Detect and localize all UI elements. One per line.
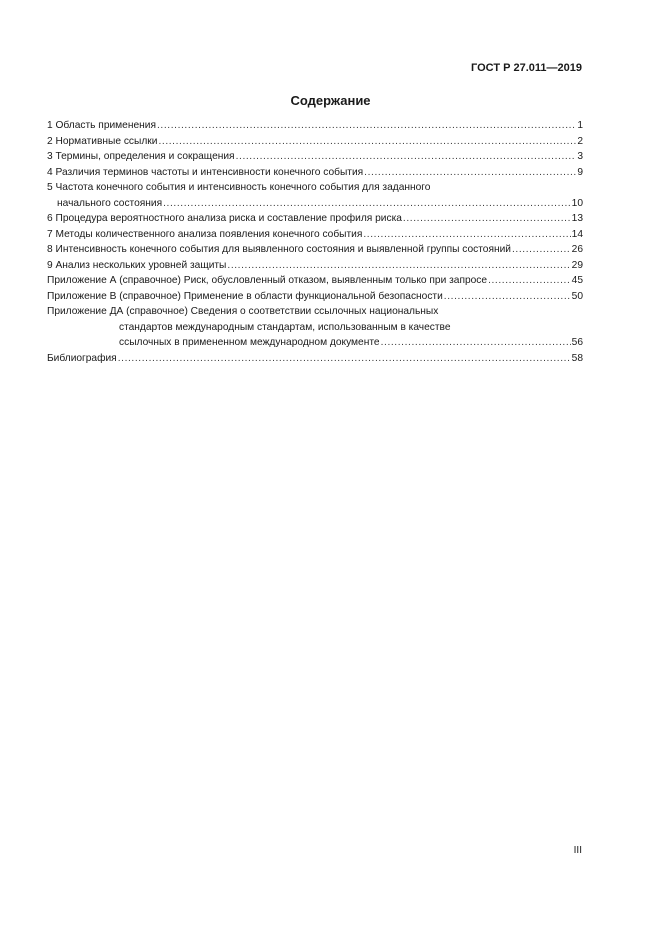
toc-entry[interactable]	[47, 242, 583, 258]
toc-entry[interactable]	[47, 180, 583, 211]
toc-leader-dots	[488, 273, 571, 289]
toc-entry-label: 2 Нормативные ссылки	[47, 135, 158, 147]
toc-entry-label: 8 Интенсивность конечного события для выявленного состояния и выявленной группы состояний	[47, 244, 511, 255]
toc-entry-label: Приложение А (справочное) Риск, обусловленный отказом, выявленным только при запросе	[47, 275, 488, 286]
toc-entry[interactable]	[47, 149, 583, 165]
toc-entry-page: 50	[571, 290, 583, 302]
toc-leader-dots	[157, 118, 576, 134]
toc-entry-label: ссылочных в примененном международном документе	[119, 337, 380, 348]
toc-entry-label-line: стандартов международным стандартам, использованным в качестве	[119, 321, 451, 333]
toc-entry-page: 45	[571, 275, 583, 286]
toc-leader-dots	[236, 149, 577, 165]
toc-entry[interactable]	[47, 273, 583, 289]
toc-entry-label: 4 Различия терминов частоты и интенсивности конечного события	[47, 166, 364, 178]
toc-leader-dots	[512, 242, 571, 258]
toc-leader-dots	[444, 289, 571, 305]
toc-entry[interactable]	[47, 118, 583, 134]
toc-leader-dots	[118, 351, 571, 367]
document-code: ГОСТ Р 27.011—2019	[471, 62, 582, 74]
toc-entry-label-line: Приложение ДА (справочное) Сведения о соответствии ссылочных национальных	[47, 306, 439, 317]
toc-entry-page: 14	[571, 228, 583, 240]
toc-leader-dots	[403, 211, 571, 227]
toc-leader-dots	[158, 134, 576, 150]
toc-leader-dots	[381, 335, 571, 351]
toc-entry[interactable]	[47, 165, 583, 181]
toc-entry[interactable]	[47, 289, 583, 305]
table-of-contents	[47, 118, 583, 366]
toc-leader-dots	[227, 258, 570, 274]
toc-leader-dots	[363, 227, 570, 243]
toc-entry-label: 3 Термины, определения и сокращения	[47, 151, 235, 162]
toc-entry-page: 9	[577, 166, 583, 178]
toc-entry-label: Библиография	[47, 352, 117, 364]
toc-entry[interactable]	[47, 304, 583, 351]
toc-entry-label: Приложение В (справочное) Применение в области функциональной безопасности	[47, 290, 443, 302]
toc-entry[interactable]	[47, 258, 583, 274]
toc-title: Содержание	[290, 93, 371, 108]
toc-entry-page: 58	[571, 352, 583, 364]
page-number: III	[573, 845, 582, 856]
toc-entry-label: 6 Процедура вероятностного анализа риска и составление профиля риска	[47, 213, 402, 224]
toc-entry-page: 13	[571, 213, 583, 224]
toc-entry[interactable]	[47, 211, 583, 227]
toc-entry-label-line: 5 Частота конечного события и интенсивность конечного события для заданного	[47, 182, 431, 193]
toc-entry-page: 56	[571, 337, 583, 348]
toc-entry-page: 3	[577, 151, 583, 162]
toc-entry-page: 10	[571, 197, 583, 209]
toc-entry[interactable]	[47, 134, 583, 150]
toc-leader-dots	[163, 196, 571, 212]
toc-entry-page: 2	[577, 135, 583, 147]
toc-entry-page: 1	[577, 120, 583, 131]
toc-entry-page: 26	[571, 244, 583, 255]
toc-entry-page: 29	[571, 259, 583, 271]
toc-entry-label: 7 Методы количественного анализа появления конечного события	[47, 228, 363, 240]
toc-entry-label: начального состояния	[57, 197, 163, 209]
toc-leader-dots	[364, 165, 576, 181]
toc-entry-label: 1 Область применения	[47, 120, 156, 131]
toc-entry[interactable]	[47, 351, 583, 367]
toc-entry[interactable]	[47, 227, 583, 243]
toc-entry-label: 9 Анализ нескольких уровней защиты	[47, 259, 227, 271]
